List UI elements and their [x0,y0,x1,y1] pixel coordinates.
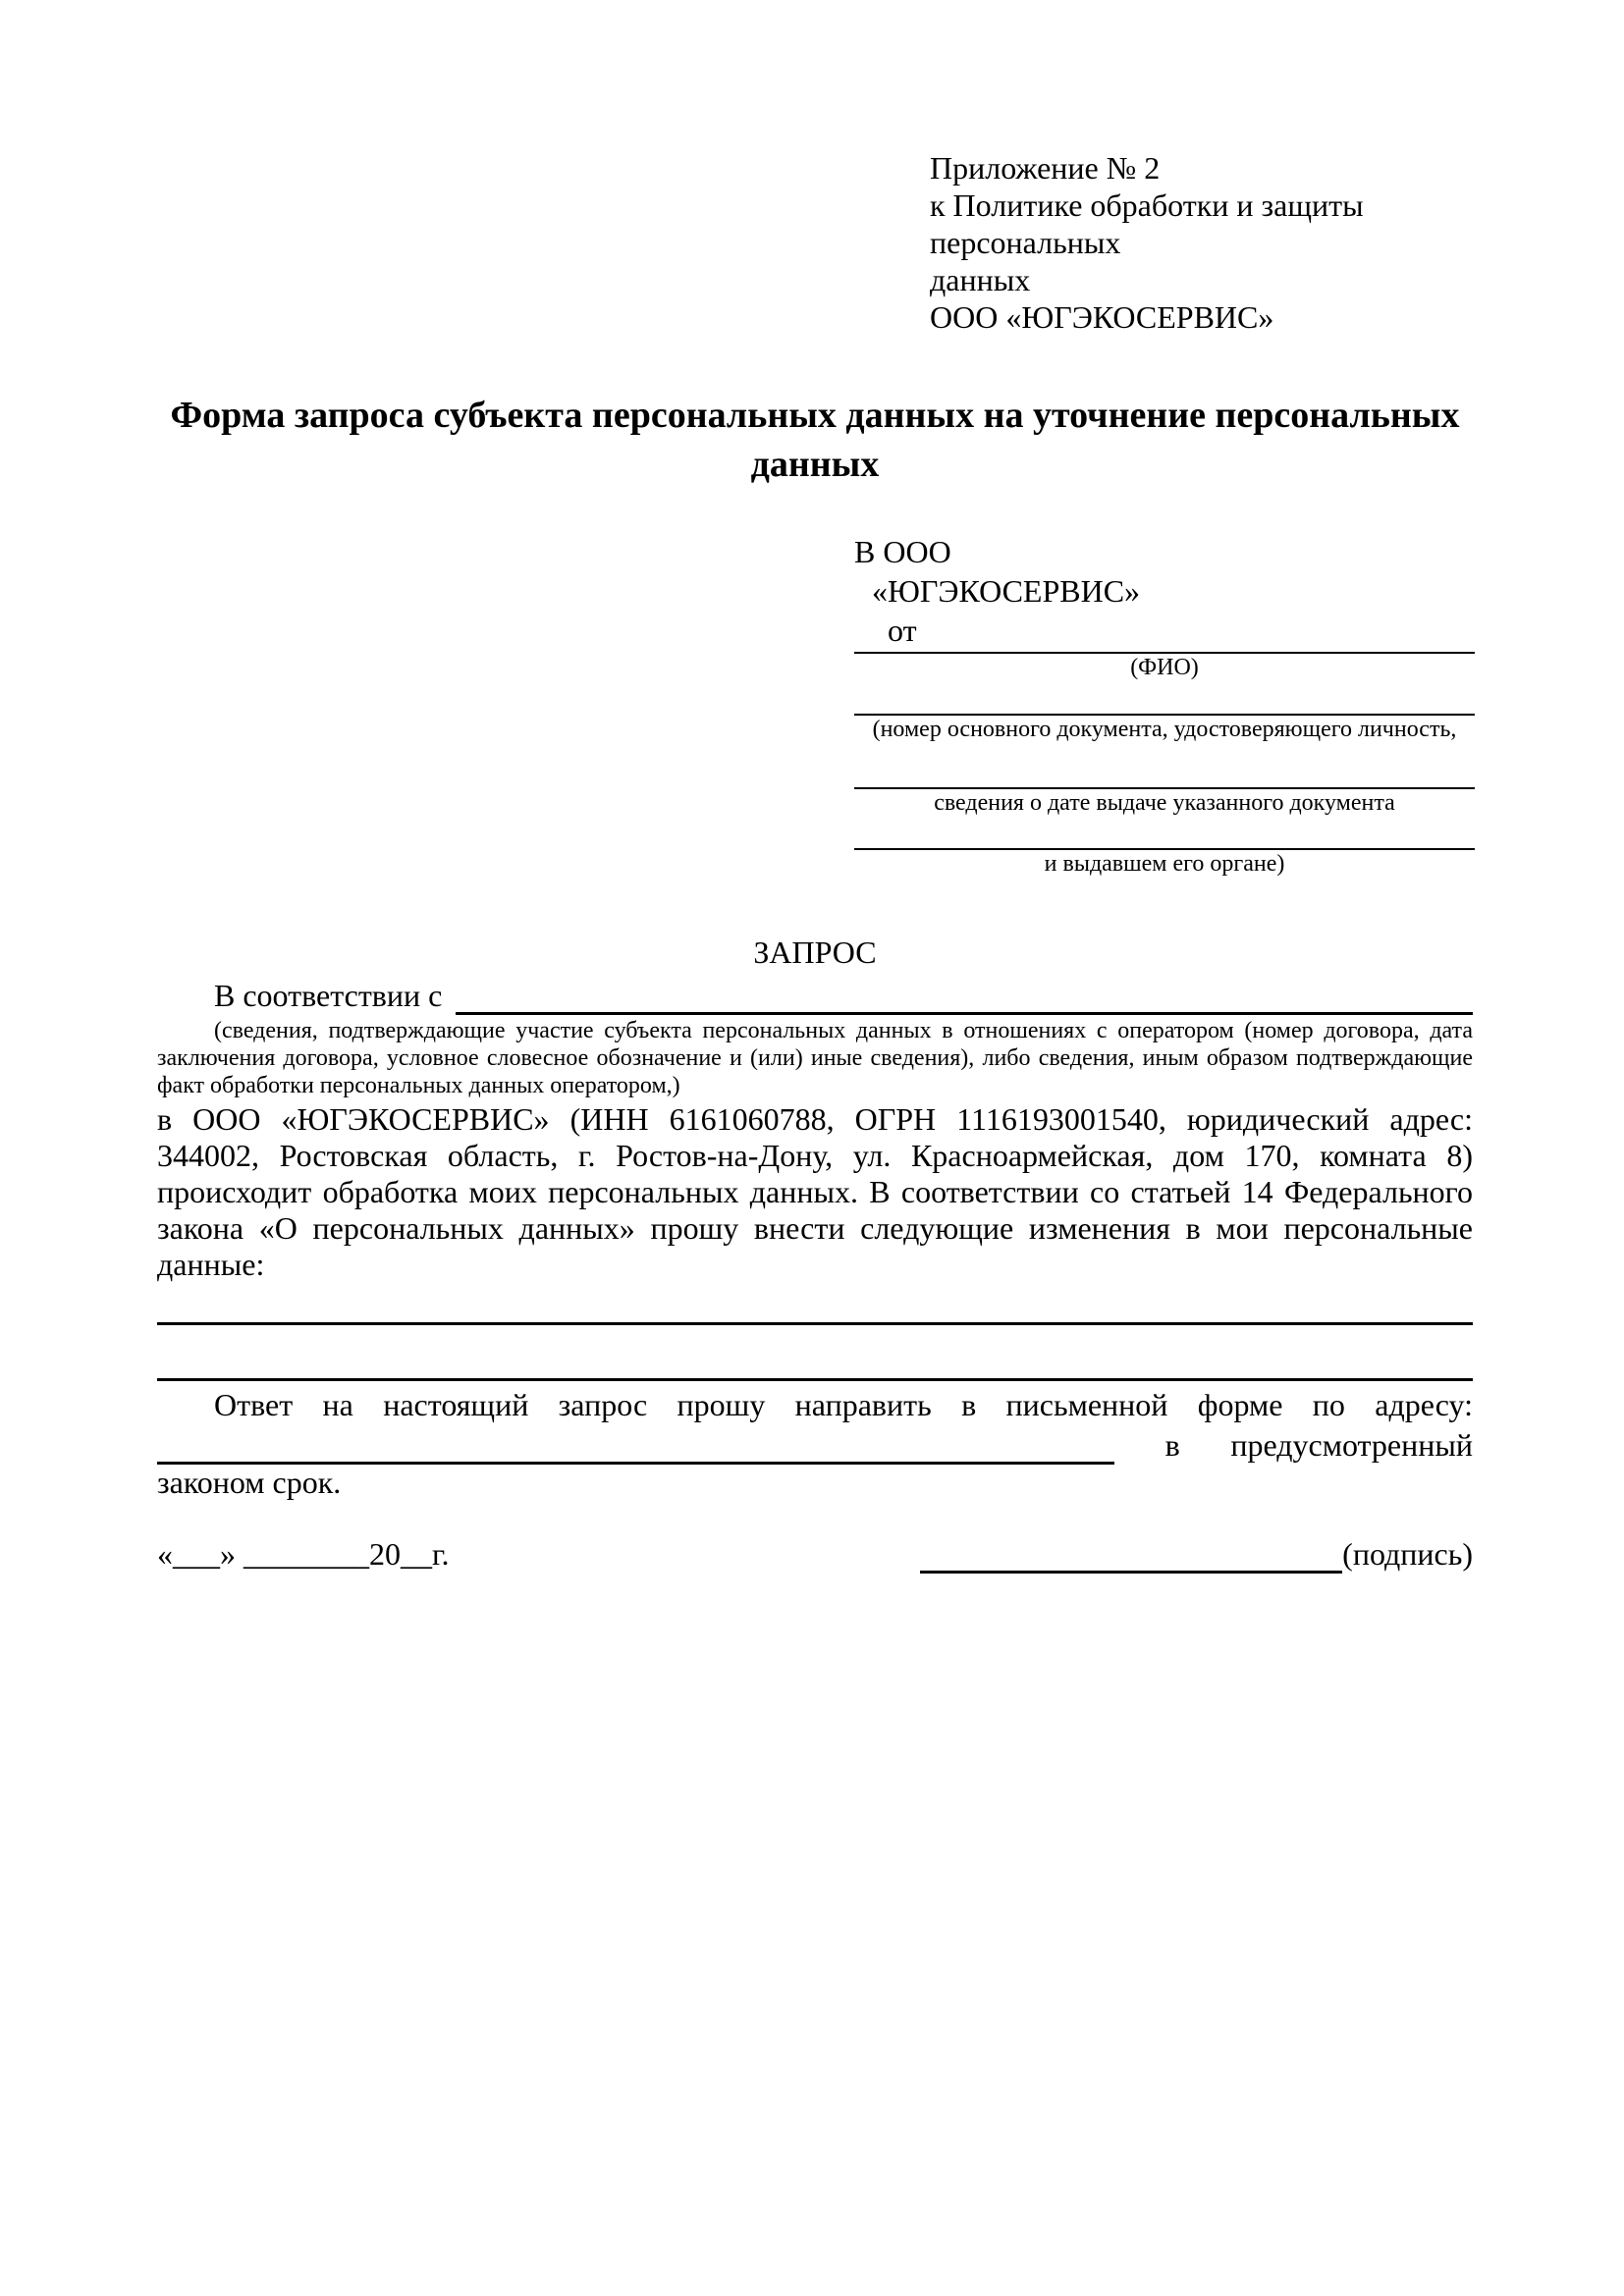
signature-fill-line[interactable] [920,1537,1342,1574]
annotation-line: к Политике обработки и защиты персональных [930,187,1364,260]
issuing-authority-fill-line[interactable] [854,817,1475,850]
reply-address-line [157,1425,1473,1465]
annotation-line: Приложение № 2 [930,150,1161,186]
reply-address-fill-line[interactable] [157,1428,1114,1465]
request-heading: ЗАПРОС [753,934,877,970]
changes-fill-line-1[interactable] [157,1283,1473,1325]
from-label: от [888,613,917,648]
addressee-block [854,532,1475,878]
recipient-line-2: «ЮГЭКОСЕРВИС» [872,573,1141,609]
issue-date-fill-line[interactable] [854,743,1475,789]
reply-word-v: в [1164,1427,1180,1463]
annotation-line: данных [930,262,1031,297]
reply-address-sentence: Ответ на настоящий запрос прошу направить в письменной форме по адресу: [214,1387,1473,1422]
basis-note: (сведения, подтверждающие участие субъекта персональных данных в отношениях с оператором (номер договора, дата заключения договора, условное словесное обозначение и (или) иные сведения), либо сведения, иным образом подтверждающие факт обработки персональных данных оператором,) [157,1018,1473,1098]
signature-group [920,1534,1473,1574]
annotation-line: ООО «ЮГЭКОСЕРВИС» [930,299,1274,335]
fio-caption: (ФИО) [1130,655,1199,680]
basis-fill-line[interactable] [456,979,1473,1015]
request-body-paragraph: в ООО «ЮГЭКОСЕРВИС» (ИНН 6161060788, ОГРН 1116193001540, юридический адрес: 344002, Ростовская область, г. Ростов-на-Дону, ул. Красноармейская, дом 170, комната 8) происходит обработка моих персональных данных. В соответствии со статьей 14 Федерального закона «О персональных данных» прошу внести следующие изменения в мои персональные данные: [157,1101,1473,1282]
doc-number-caption: (номер основного документа, удостоверяющего личность, [872,717,1457,742]
issuing-authority-caption: и выдавшем его органе) [1044,851,1285,877]
issue-date-caption: сведения о дате выдаче указанного документа [934,790,1395,816]
reply-closing: законом срок. [157,1465,342,1500]
reply-word-predusmotrenny: предусмотренный [1230,1427,1473,1463]
appendix-annotation [930,149,1473,336]
basis-label: В соответствии с [214,978,443,1013]
basis-line [157,976,1473,1015]
footer-row [157,1534,1473,1574]
changes-fill-line-2[interactable] [157,1325,1473,1381]
date-fill-line[interactable]: «___» ________20__г. [157,1536,450,1572]
doc-number-fill-line[interactable] [854,681,1475,716]
document-title: Форма запроса субъекта персональных данных на уточнение персональных данных [170,395,1460,485]
signature-caption: (подпись) [1342,1536,1473,1572]
recipient-line-1: В ООО [854,534,951,569]
